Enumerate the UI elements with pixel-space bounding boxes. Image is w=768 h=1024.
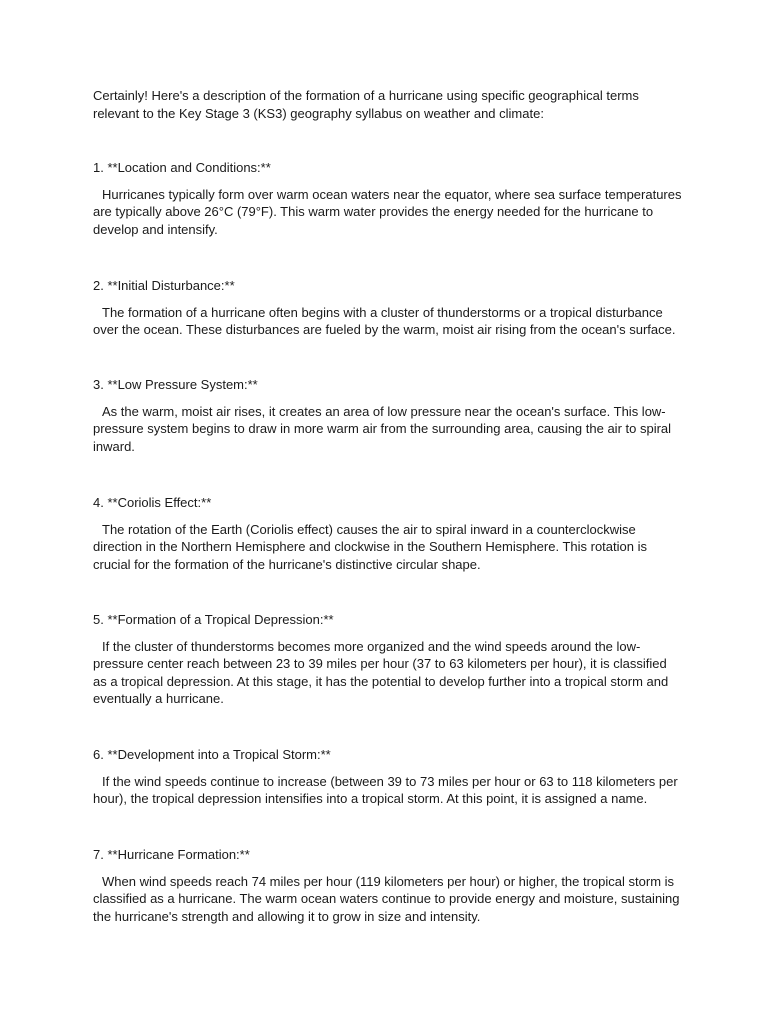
section-heading: 6. **Development into a Tropical Storm:** — [93, 747, 331, 762]
section-body: The formation of a hurricane often begins with a cluster of thunderstorms or a tropical disturbance over the ocean. These disturbances are fueled by the warm, moist air rising from the ocean's surface. — [93, 304, 676, 338]
intro-paragraph: Certainly! Here's a description of the formation of a hurricane using specific geographical terms relevant to the Key Stage 3 (KS3) geography syllabus on weather and climate: — [93, 88, 639, 121]
section-body: As the warm, moist air rises, it creates an area of low pressure near the ocean's surface. This low-pressure system begins to draw in more warm air from the surrounding area, causing the air to spiral inward. — [93, 403, 672, 454]
section-body: Hurricanes typically form over warm ocean waters near the equator, where sea surface temperatures are typically above 26°C (79°F). This warm water provides the energy needed for the hurricane to develop and intensify. — [93, 186, 682, 237]
section-body: If the cluster of thunderstorms becomes more organized and the wind speeds around the low-pressure center reach between 23 to 39 miles per hour (37 to 63 kilometers per hour), it is classified as a tropical depression. At this stage, it has the potential to develop further into a tropical storm and eventually a hurricane. — [93, 638, 669, 707]
section-body: If the wind speeds continue to increase (between 39 to 73 miles per hour or 63 to 118 kilometers per hour), the tropical depression intensifies into a tropical storm. At this point, it is assigned a name. — [93, 773, 678, 807]
section-tropical-storm — [93, 746, 683, 808]
section-heading: 1. **Location and Conditions:** — [93, 160, 271, 175]
section-hurricane-formation — [93, 846, 683, 925]
section-heading: 7. **Hurricane Formation:** — [93, 847, 250, 862]
section-low-pressure-system — [93, 376, 683, 455]
section-heading: 5. **Formation of a Tropical Depression:** — [93, 612, 334, 627]
section-tropical-depression — [93, 611, 683, 708]
section-location-and-conditions — [93, 159, 683, 238]
section-body: The rotation of the Earth (Coriolis effect) causes the air to spiral inward in a counterclockwise direction in the Northern Hemisphere and clockwise in the Southern Hemisphere. This rotation is crucial for the formation of the hurricane's distinctive circular shape. — [93, 521, 647, 572]
section-initial-disturbance — [93, 277, 683, 339]
section-heading: 3. **Low Pressure System:** — [93, 377, 258, 392]
section-heading: 2. **Initial Disturbance:** — [93, 278, 235, 293]
section-heading: 4. **Coriolis Effect:** — [93, 495, 212, 510]
section-body: When wind speeds reach 74 miles per hour (119 kilometers per hour) or higher, the tropical storm is classified as a hurricane. The warm ocean waters continue to provide energy and moisture, sustaining the hurricane's strength and allowing it to grow in size and intensity. — [93, 873, 680, 924]
section-coriolis-effect — [93, 494, 683, 573]
